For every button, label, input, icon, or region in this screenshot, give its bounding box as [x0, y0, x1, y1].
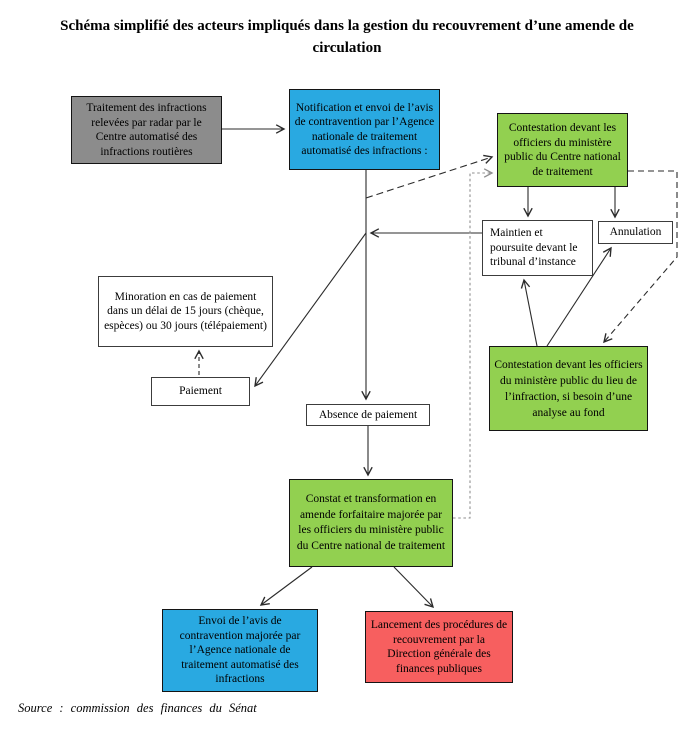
node-contestation-lieu	[489, 346, 648, 431]
source-note: Source : commission des finances du Sénat	[18, 701, 257, 715]
node-constat-majoration	[289, 479, 453, 567]
node-envoi-avis-majore	[162, 609, 318, 692]
node-paiement	[151, 377, 250, 406]
node-absence-paiement-label: Absence de paiement	[318, 408, 418, 421]
node-absence-paiement	[306, 404, 430, 426]
node-contestation-centre-label: Contestation devant les officiers du ministère public du Centre national de traitement	[504, 122, 621, 178]
arrow-contestlieu-to-maintien	[524, 280, 537, 346]
node-minoration	[98, 276, 273, 347]
node-notification-avis-label: Notification et envoi de l’avis de contravention par l’Agence nationale de traitement automatisé des infractions :	[294, 101, 435, 157]
node-maintien-tribunal-label: Maintien et poursuite devant le tribunal d’instance	[490, 227, 578, 269]
node-contestation-lieu-label: Contestation devant les officiers du ministère public du lieu de l’infraction, si besoin d’une analyse au fond	[494, 358, 643, 419]
node-traitement-radar-label: Traitement des infractions relevées par radar par le Centre automatisé des infractions routières	[86, 102, 207, 158]
node-constat-majoration-label: Constat et transformation en amende forfaitaire majorée par les officiers du ministère public du Centre national de traitement	[296, 493, 446, 552]
dashed-arrow-contestcentre-to-contestlieu	[604, 171, 677, 342]
node-minoration-label: Minoration en cas de paiement dans un délai de 15 jours (chèque, espèces) ou 30 jours (télépaiement)	[104, 290, 267, 332]
node-lancement-recouvrement-label: Lancement des procédures de recouvrement par la Direction générale des finances publiques	[370, 619, 508, 675]
node-annulation-label: Annulation	[609, 226, 662, 239]
node-lancement-recouvrement	[365, 611, 513, 683]
node-traitement-radar	[71, 96, 222, 164]
diagram-title: Schéma simplifié des acteurs impliqués dans la gestion du recouvrement d’une amende de circulation	[60, 18, 634, 56]
node-contestation-centre	[497, 113, 628, 187]
node-envoi-avis-majore-label: Envoi de l’avis de contravention majorée par l’Agence nationale de traitement automatisé des infractions	[179, 615, 301, 686]
arrow-constat-to-lancement	[394, 567, 433, 607]
node-annulation	[598, 221, 673, 244]
node-notification-avis	[289, 89, 440, 170]
arrow-constat-to-envoi	[261, 567, 312, 605]
node-maintien-tribunal	[482, 220, 593, 276]
node-paiement-label: Paiement	[179, 385, 222, 398]
